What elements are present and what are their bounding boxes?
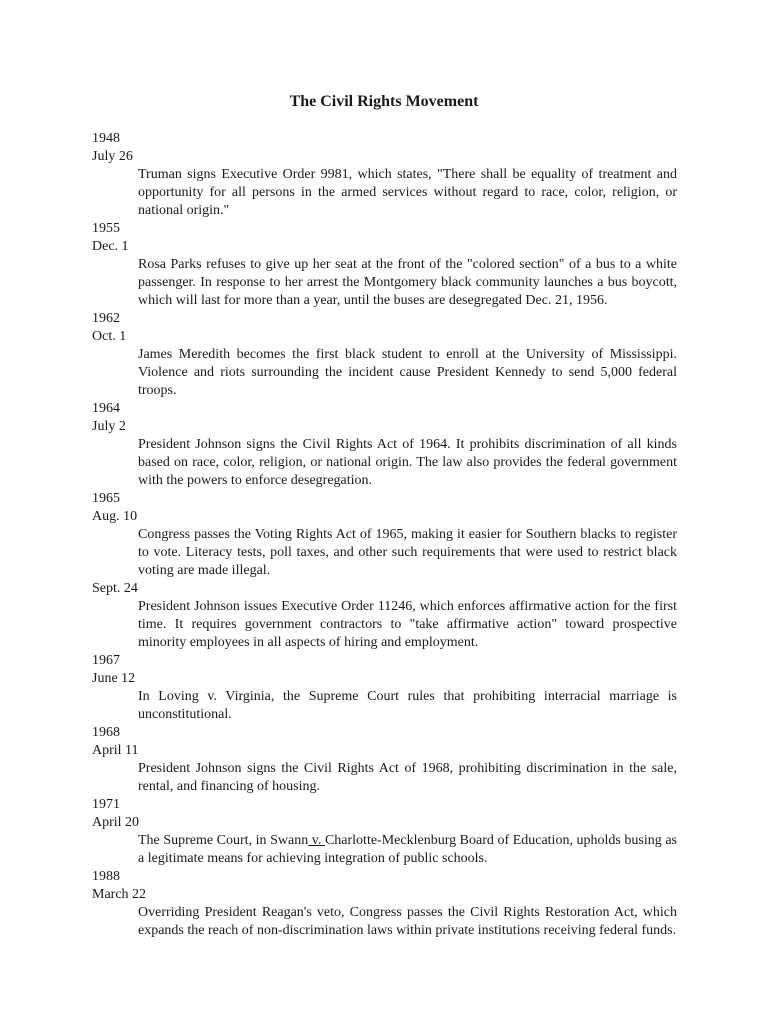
event-text: Congress passes the Voting Rights Act of 1965, making it easier for Southern blacks to register to vote. Literacy tests, poll taxes, and other such requirements that were used to restrict black voting are made illegal.	[138, 527, 677, 578]
timeline	[92, 130, 677, 940]
event-date: April 20	[92, 815, 140, 830]
year-1964: 1964	[92, 401, 120, 416]
year-1955: 1955	[92, 221, 120, 236]
event-text: James Meredith becomes the first black student to enroll at the University of Mississippi. Violence and riots surrounding the incident cause President Kennedy to send 5,000 federal troops.	[138, 347, 677, 398]
event-text-part: Charlotte-Mecklenburg Board of Education, upholds busing as a legitimate means for achieving integration of public schools.	[138, 833, 678, 866]
event-text: Rosa Parks refuses to give up her seat at the front of the "colored section" of a bus to a white passenger. In response to her arrest the Montgomery black community launches a bus boycott, which will last for more than a year, until the buses are desegregated Dec. 21, 1956.	[138, 257, 677, 308]
event-date: March 22	[92, 887, 147, 902]
event-text: Overriding President Reagan's veto, Congress passes the Civil Rights Restoration Act, which expands the reach of non-discrimination laws within private institutions receiving federal funds.	[138, 905, 677, 938]
document-title: The Civil Rights Movement	[289, 93, 479, 110]
event-text-part: The Supreme Court, in Swann	[138, 833, 309, 848]
year-1988: 1988	[92, 869, 120, 884]
event-text: President Johnson signs the Civil Rights Act of 1968, prohibiting discrimination in the sale, rental, and financing of housing.	[138, 761, 677, 794]
event-date: Sept. 24	[92, 581, 138, 596]
event-date: April 11	[92, 743, 139, 758]
event-text: Truman signs Executive Order 9981, which states, "There shall be equality of treatment and opportunity for all persons in the armed services without regard to race, color, religion, or national origin."	[138, 167, 677, 218]
event-date: Dec. 1	[92, 239, 129, 254]
year-1967: 1967	[92, 653, 120, 668]
year-1948: 1948	[92, 131, 120, 146]
event-text: In Loving v. Virginia, the Supreme Court rules that prohibiting interracial marriage is unconstitutional.	[138, 689, 677, 722]
event-date: June 12	[92, 671, 136, 686]
year-1965: 1965	[92, 491, 120, 506]
year-1971: 1971	[92, 797, 120, 812]
year-1968: 1968	[92, 725, 120, 740]
event-date: Oct. 1	[92, 329, 127, 344]
event-text	[92, 832, 677, 868]
event-date: July 2	[92, 419, 126, 434]
case-name-underline: v.	[308, 833, 325, 848]
event-text: President Johnson issues Executive Order 11246, which enforces affirmative action for the first time. It requires government contractors to "take affirmative action" toward prospective minority employees in all aspects of hiring and employment.	[138, 599, 677, 650]
event-date: Aug. 10	[92, 509, 138, 524]
year-1962: 1962	[92, 311, 120, 326]
event-date: July 26	[92, 149, 133, 164]
event-text: President Johnson signs the Civil Rights Act of 1964. It prohibits discrimination of all kinds based on race, color, religion, or national origin. The law also provides the federal government with the powers to enforce desegregation.	[138, 437, 677, 488]
